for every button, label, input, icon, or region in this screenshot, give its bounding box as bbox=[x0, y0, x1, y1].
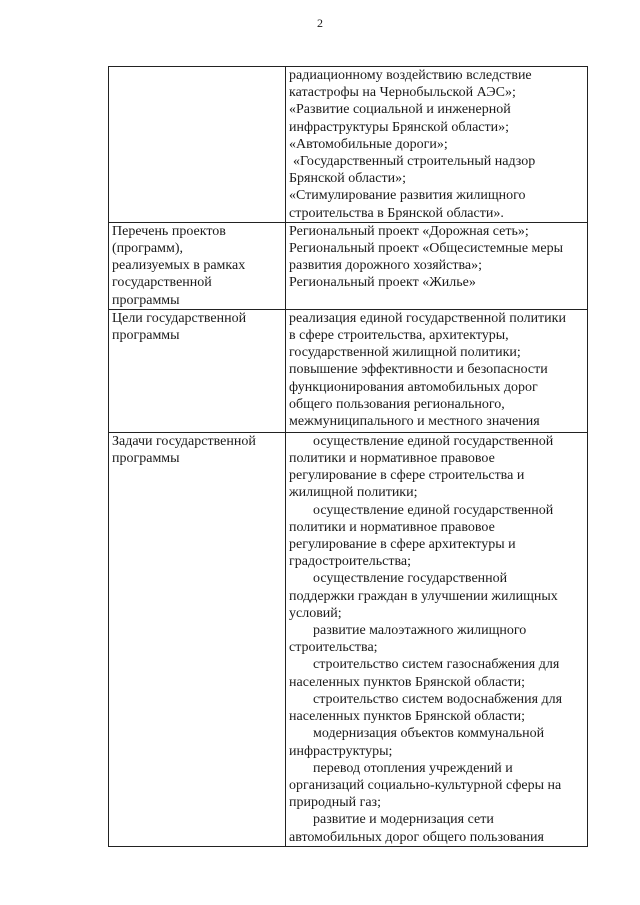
content-line: политики и нормативное правовое bbox=[289, 451, 495, 467]
content-line: инфраструктуры; bbox=[289, 743, 393, 759]
content-line: радиационному воздействию вследствие bbox=[289, 68, 532, 83]
content-line: строительство систем газоснабжения для bbox=[313, 657, 560, 673]
content-line: государственной жилищной политики; bbox=[289, 345, 521, 361]
content-line: «Развитие социальной и инженерной bbox=[289, 102, 511, 118]
content-line: градостроительства; bbox=[289, 554, 411, 570]
content-line: катастрофы на Чернобыльской АЭС»; bbox=[289, 85, 516, 101]
row-content-cell bbox=[286, 67, 588, 223]
content-line: инфраструктуры Брянской области»; bbox=[289, 119, 510, 135]
content-line: Региональный проект «Жилье» bbox=[289, 275, 476, 291]
label-line: государственной bbox=[112, 275, 212, 291]
content-line: строительство систем водоснабжения для bbox=[313, 691, 563, 707]
label-line: Цели государственной bbox=[112, 310, 247, 326]
label-line: программы bbox=[112, 328, 180, 344]
content-line: функционирования автомобильных дорог bbox=[289, 379, 538, 395]
content-line: поддержки граждан в улучшении жилищных bbox=[289, 588, 558, 604]
row-content-cell bbox=[286, 222, 588, 309]
content-line: населенных пунктов Брянской области; bbox=[289, 674, 525, 690]
content-line: регулирование в сфере строительства и bbox=[289, 468, 525, 484]
content-line: развитие малоэтажного жилищного bbox=[313, 623, 527, 639]
content-line: общего пользования регионального, bbox=[289, 396, 505, 412]
content-line: развития дорожного хозяйства»; bbox=[289, 258, 483, 274]
row-label-cell bbox=[109, 67, 286, 223]
content-line: Региональный проект «Дорожная сеть»; bbox=[289, 223, 529, 239]
content-line: природный газ; bbox=[289, 795, 381, 811]
label-line: Задачи государственной bbox=[112, 433, 256, 449]
table-row bbox=[109, 432, 588, 846]
content-line: организаций социально-культурной сферы на bbox=[289, 777, 562, 793]
content-line: регулирование в сфере архитектуры и bbox=[289, 537, 516, 553]
content-line: развитие и модернизация сети bbox=[313, 812, 494, 828]
content-line: Брянской области»; bbox=[289, 171, 406, 187]
content-line: «Стимулирование развития жилищного bbox=[289, 188, 526, 204]
row-content-cell bbox=[286, 309, 588, 432]
content-line: повышение эффективности и безопасности bbox=[289, 362, 548, 378]
table-row bbox=[109, 222, 588, 309]
row-label-cell bbox=[109, 222, 286, 309]
content-line: осуществление единой государственной bbox=[313, 433, 554, 449]
content-line: условий; bbox=[289, 605, 342, 621]
table-row bbox=[109, 67, 588, 223]
content-line: Региональный проект «Общесистемные меры bbox=[289, 241, 564, 257]
content-line: реализация единой государственной политики bbox=[289, 310, 566, 326]
content-line: строительства в Брянской области». bbox=[289, 205, 504, 221]
content-line: населенных пунктов Брянской области; bbox=[289, 709, 525, 725]
program-passport-table bbox=[108, 66, 588, 847]
content-line: строительства; bbox=[289, 640, 378, 656]
label-line: Перечень проектов bbox=[112, 223, 226, 239]
row-content-cell bbox=[286, 432, 588, 846]
content-line: межмуниципального и местного значения bbox=[289, 414, 540, 430]
content-line: «Автомобильные дороги»; bbox=[289, 136, 448, 152]
row-label-cell bbox=[109, 309, 286, 432]
content-line: перевод отопления учреждений и bbox=[313, 760, 513, 776]
page-number: 2 bbox=[317, 16, 323, 30]
content-line: политики и нормативное правовое bbox=[289, 519, 495, 535]
content-line: «Государственный строительный надзор bbox=[293, 154, 536, 170]
content-line: жилищной политики; bbox=[289, 485, 418, 501]
table-row bbox=[109, 309, 588, 432]
label-line: реализуемых в рамках bbox=[112, 258, 246, 274]
content-line: модернизация объектов коммунальной bbox=[313, 726, 545, 742]
content-line: осуществление единой государственной bbox=[313, 502, 554, 518]
label-line: (программ), bbox=[112, 241, 183, 257]
content-line: осуществление государственной bbox=[313, 571, 508, 587]
label-line: программы bbox=[112, 451, 180, 467]
content-line: в сфере строительства, архитектуры, bbox=[289, 328, 509, 344]
row-label-cell bbox=[109, 432, 286, 846]
content-line: автомобильных дорог общего пользования bbox=[289, 829, 544, 845]
label-line: программы bbox=[112, 292, 180, 308]
